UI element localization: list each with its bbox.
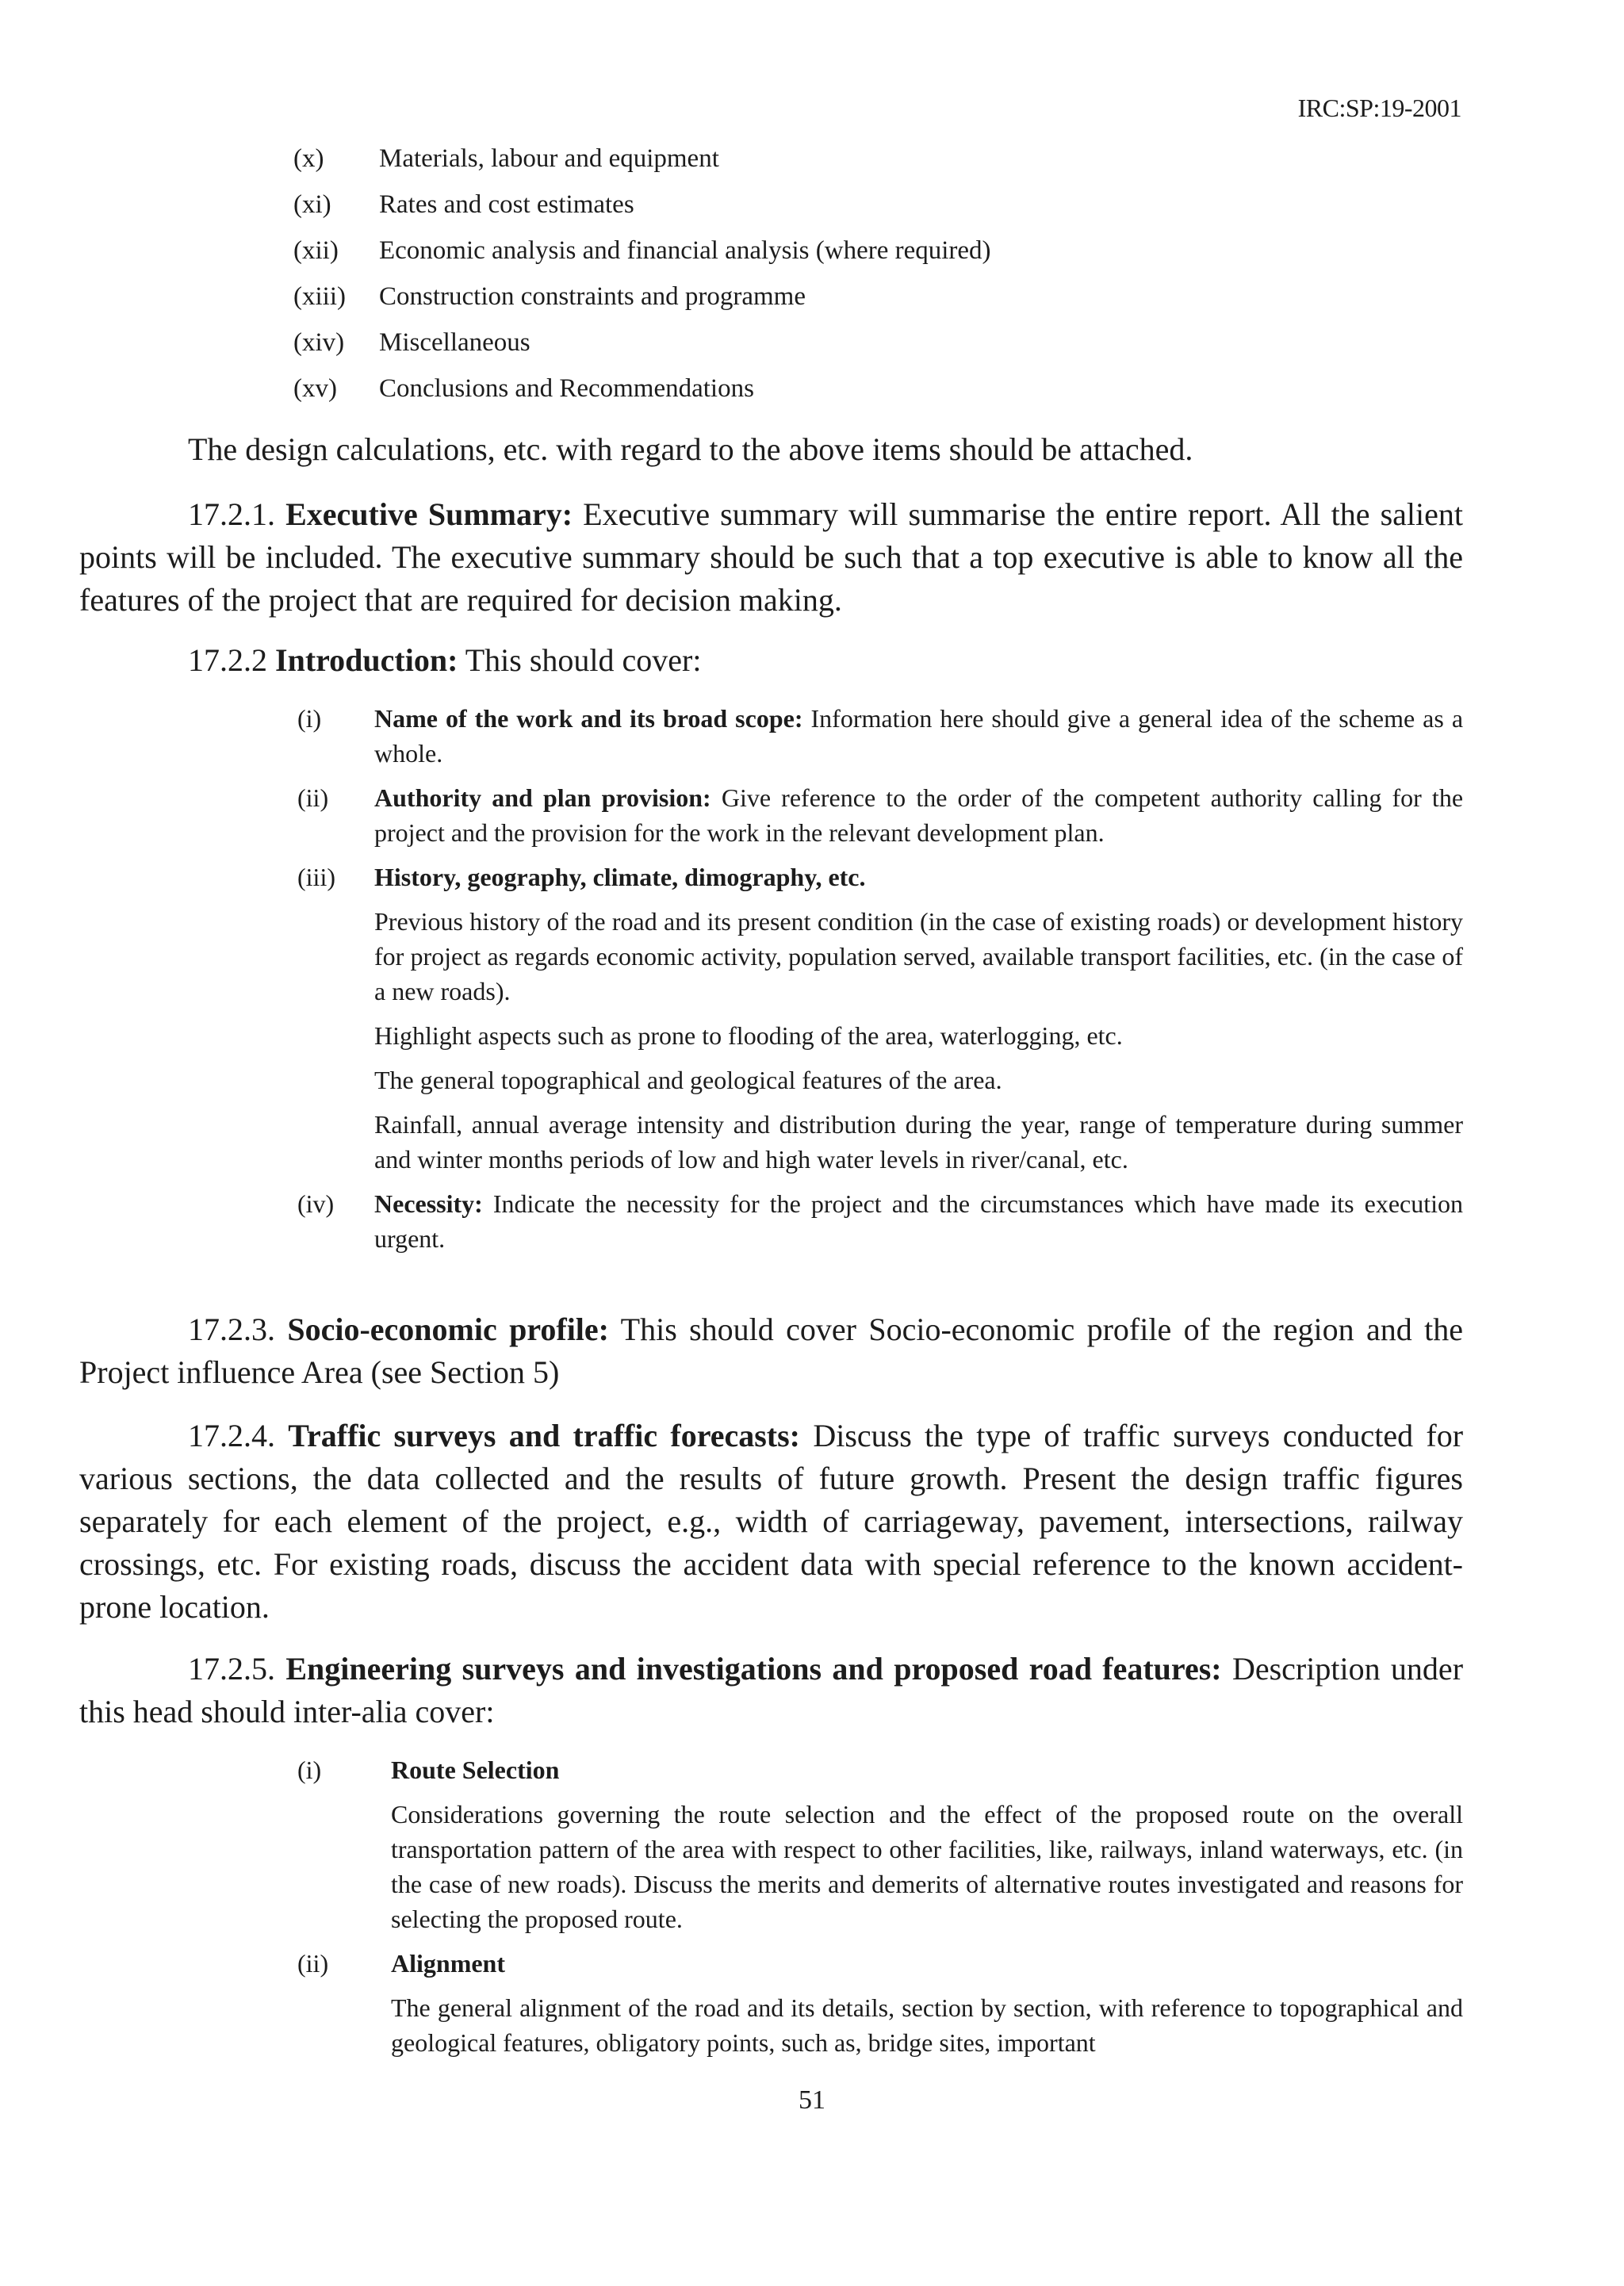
section-number: 17.2.4. [188,1418,275,1453]
section-title: Traffic surveys and traffic forecasts: [288,1418,801,1453]
section-number: 17.2.5. [188,1651,275,1687]
section-title: Executive Summary: [285,496,573,532]
section-title: Socio-economic profile: [287,1311,609,1347]
item-number: (xi) [293,190,331,219]
item-number: (ii) [297,1949,329,1978]
item-text: Indicate the necessity for the project and the circumstances which have made its execution urgent. [374,1189,1464,1253]
item-number: (x) [293,144,324,173]
engineering-items [297,1752,1463,2070]
list-item [297,780,1463,850]
section-text: Executive summary will summarise the entire report. All the salient points will be included. The executive summary should be such that a top executive is able to know all the features of the project that are required for decision making. [79,496,1464,618]
item-number: (xii) [293,236,339,265]
list-item [293,374,1483,420]
item-paragraph: Rainfall, annual average intensity and distribution during the year, range of temperature during summer and winter months periods of low and high water levels in river/canal, etc. [374,1110,1463,1174]
item-number: (xiii) [293,282,346,311]
list-item [297,860,1463,1177]
item-paragraph: Considerations governing the route selection and the effect of the proposed route on the overall transportation pattern of the area with respect to other facilities, like, railways, inland waterways, etc. (in the case of new roads). Discuss the merits and demerits of alternative routes investigated and reasons for selecting the proposed route. [391,1800,1463,1933]
list-item [293,328,1483,374]
page-number: 51 [799,2085,825,2115]
section-17-2-2 [188,639,701,682]
document-code: IRC:SP:19-2001 [1297,94,1461,122]
section-17-2-1 [79,493,1463,622]
list-item [293,236,1483,282]
item-text: Give reference to the order of the competent authority calling for the project and the provision for the work in the relevant development plan. [374,783,1464,847]
item-number: (iv) [297,1189,335,1218]
item-paragraph: The general alignment of the road and its details, section by section, with reference to topographical and geological features, obligatory points, such as, bridge sites, important [391,1993,1463,2057]
item-text: Conclusions and Recommendations [379,374,754,403]
item-text: Materials, labour and equipment [379,144,719,173]
item-paragraph: Previous history of the road and its present condition (in the case of existing roads) or development history for project as regards economic activity, population served, available transport facilities, etc. (in the case of a new roads). [374,907,1463,1005]
section-17-2-4 [79,1415,1463,1629]
item-number: (iii) [297,863,335,891]
item-content [374,1186,1463,1256]
item-text: Economic analysis and financial analysis (where required) [379,236,991,265]
item-content [391,1752,1463,1936]
section-title: Introduction: [275,642,458,678]
item-number: (i) [297,704,322,733]
list-item [293,282,1483,328]
section-text: This should cover: [465,642,702,678]
item-number: (xv) [293,374,337,403]
item-title: Name of the work and its broad scope: [374,704,803,733]
item-text: Miscellaneous [379,328,530,357]
section-text: This should cover Socio-economic profile of the region and the Project influence Area (see Section 5) [79,1311,1463,1390]
report-contents-list [293,144,1483,420]
item-title: History, geography, climate, dimography, etc. [374,863,866,891]
item-number: (xiv) [293,328,345,357]
item-number: (i) [297,1756,322,1784]
list-item [293,144,1483,190]
section-number: 17.2.2 [188,642,267,678]
item-title: Route Selection [391,1756,560,1784]
item-title: Alignment [391,1949,505,1978]
item-content [374,780,1463,850]
list-item [297,1186,1463,1256]
section-text: Description under this head should inter-alia cover: [79,1651,1464,1729]
section-17-2-3 [79,1308,1463,1394]
item-text: Construction constraints and programme [379,282,806,311]
item-title: Authority and plan provision: [374,783,711,812]
section-text: Discuss the type of traffic surveys conducted for various sections, the data collected and the results of future growth. Present the design traffic figures separately for each element of the project, e.g., width of carriageway, pavement, intersections, railway crossings, etc. For existing roads, discuss the accident data with special reference to the known accident-prone location. [79,1418,1464,1625]
section-number: 17.2.1. [188,496,275,532]
item-number: (ii) [297,783,329,812]
list-item [297,1946,1463,2060]
item-content [374,860,1463,1177]
list-item [293,190,1483,236]
introduction-items [297,701,1463,1266]
section-number: 17.2.3. [188,1311,275,1347]
item-text: Information here should give a general idea of the scheme as a whole. [374,704,1464,768]
section-17-2-5 [79,1648,1463,1733]
item-content [374,701,1463,771]
item-content [391,1946,1463,2060]
item-title: Necessity: [374,1189,483,1218]
section-title: Engineering surveys and investigations and proposed road features: [285,1651,1222,1687]
list-item [297,701,1463,771]
design-note: The design calculations, etc. with regard to the above items should be attached. [188,431,1193,467]
list-item [297,1752,1463,1936]
item-paragraph: The general topographical and geological features of the area. [374,1066,1002,1094]
item-text: Rates and cost estimates [379,190,634,219]
item-paragraph: Highlight aspects such as prone to flooding of the area, waterlogging, etc. [374,1021,1123,1050]
